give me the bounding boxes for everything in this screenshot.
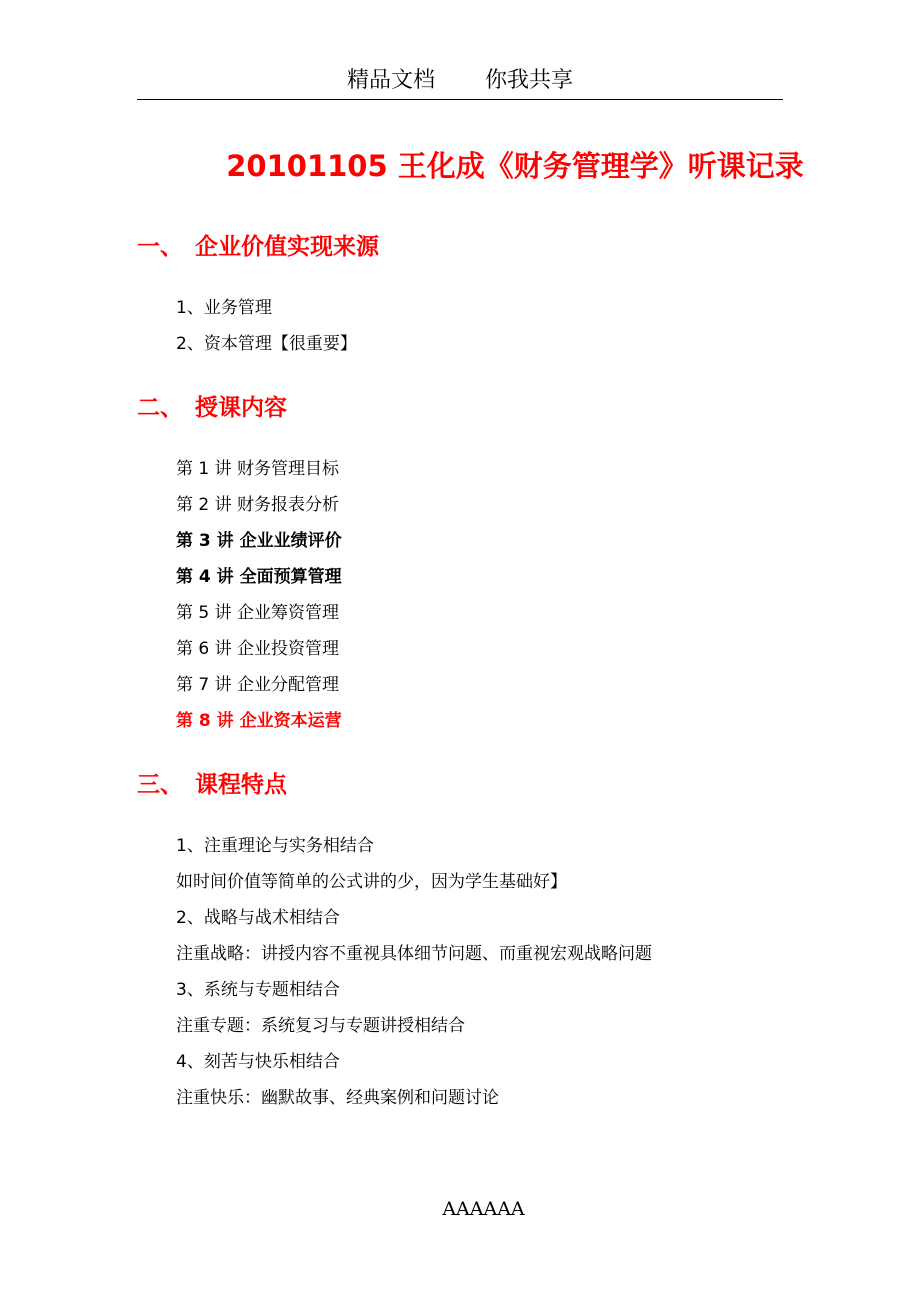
header-left-text: 精品文档 xyxy=(346,68,435,93)
section-title: 课程特点 xyxy=(195,772,287,798)
lecture-item: 第 3 讲 企业业绩评价 xyxy=(176,531,342,551)
feature-note: 注重快乐：幽默故事、经典案例和问题讨论 xyxy=(176,1088,499,1108)
lecture-item: 第 7 讲 企业分配管理 xyxy=(176,675,340,695)
section-number: 三、 xyxy=(137,772,183,798)
document-title: 20101105 王化成《财务管理学》听课记录 xyxy=(226,149,804,183)
section-number: 二、 xyxy=(137,395,183,421)
lecture-item: 第 2 讲 财务报表分析 xyxy=(176,495,340,515)
section-title: 企业价值实现来源 xyxy=(195,234,379,260)
section-heading-1 xyxy=(137,230,379,264)
page-footer: AAAAAA xyxy=(442,1198,525,1220)
feature-item: 1、注重理论与实务相结合 xyxy=(176,836,374,856)
feature-note: 注重专题：系统复习与专题讲授相结合 xyxy=(176,1016,465,1036)
section-heading-2 xyxy=(137,391,287,425)
lecture-item: 第 4 讲 全面预算管理 xyxy=(176,567,342,587)
page-header xyxy=(137,66,783,100)
header-right-text: 你我共享 xyxy=(485,68,574,93)
list-item: 1、业务管理 xyxy=(176,298,272,318)
lecture-item: 第 6 讲 企业投资管理 xyxy=(176,639,340,659)
feature-note: 如时间价值等简单的公式讲的少，因为学生基础好】 xyxy=(176,872,567,892)
section-number: 一、 xyxy=(137,234,183,260)
section-heading-3 xyxy=(137,768,287,802)
feature-item: 2、战略与战术相结合 xyxy=(176,908,340,928)
feature-item: 4、刻苦与快乐相结合 xyxy=(176,1052,340,1072)
feature-note: 注重战略：讲授内容不重视具体细节问题、而重视宏观战略问题 xyxy=(176,944,652,964)
lecture-item: 第 1 讲 财务管理目标 xyxy=(176,459,340,479)
list-item: 2、资本管理【很重要】 xyxy=(176,334,357,354)
section-title: 授课内容 xyxy=(195,395,287,421)
lecture-item: 第 8 讲 企业资本运营 xyxy=(176,711,342,731)
feature-item: 3、系统与专题相结合 xyxy=(176,980,340,1000)
lecture-item: 第 5 讲 企业筹资管理 xyxy=(176,603,340,623)
